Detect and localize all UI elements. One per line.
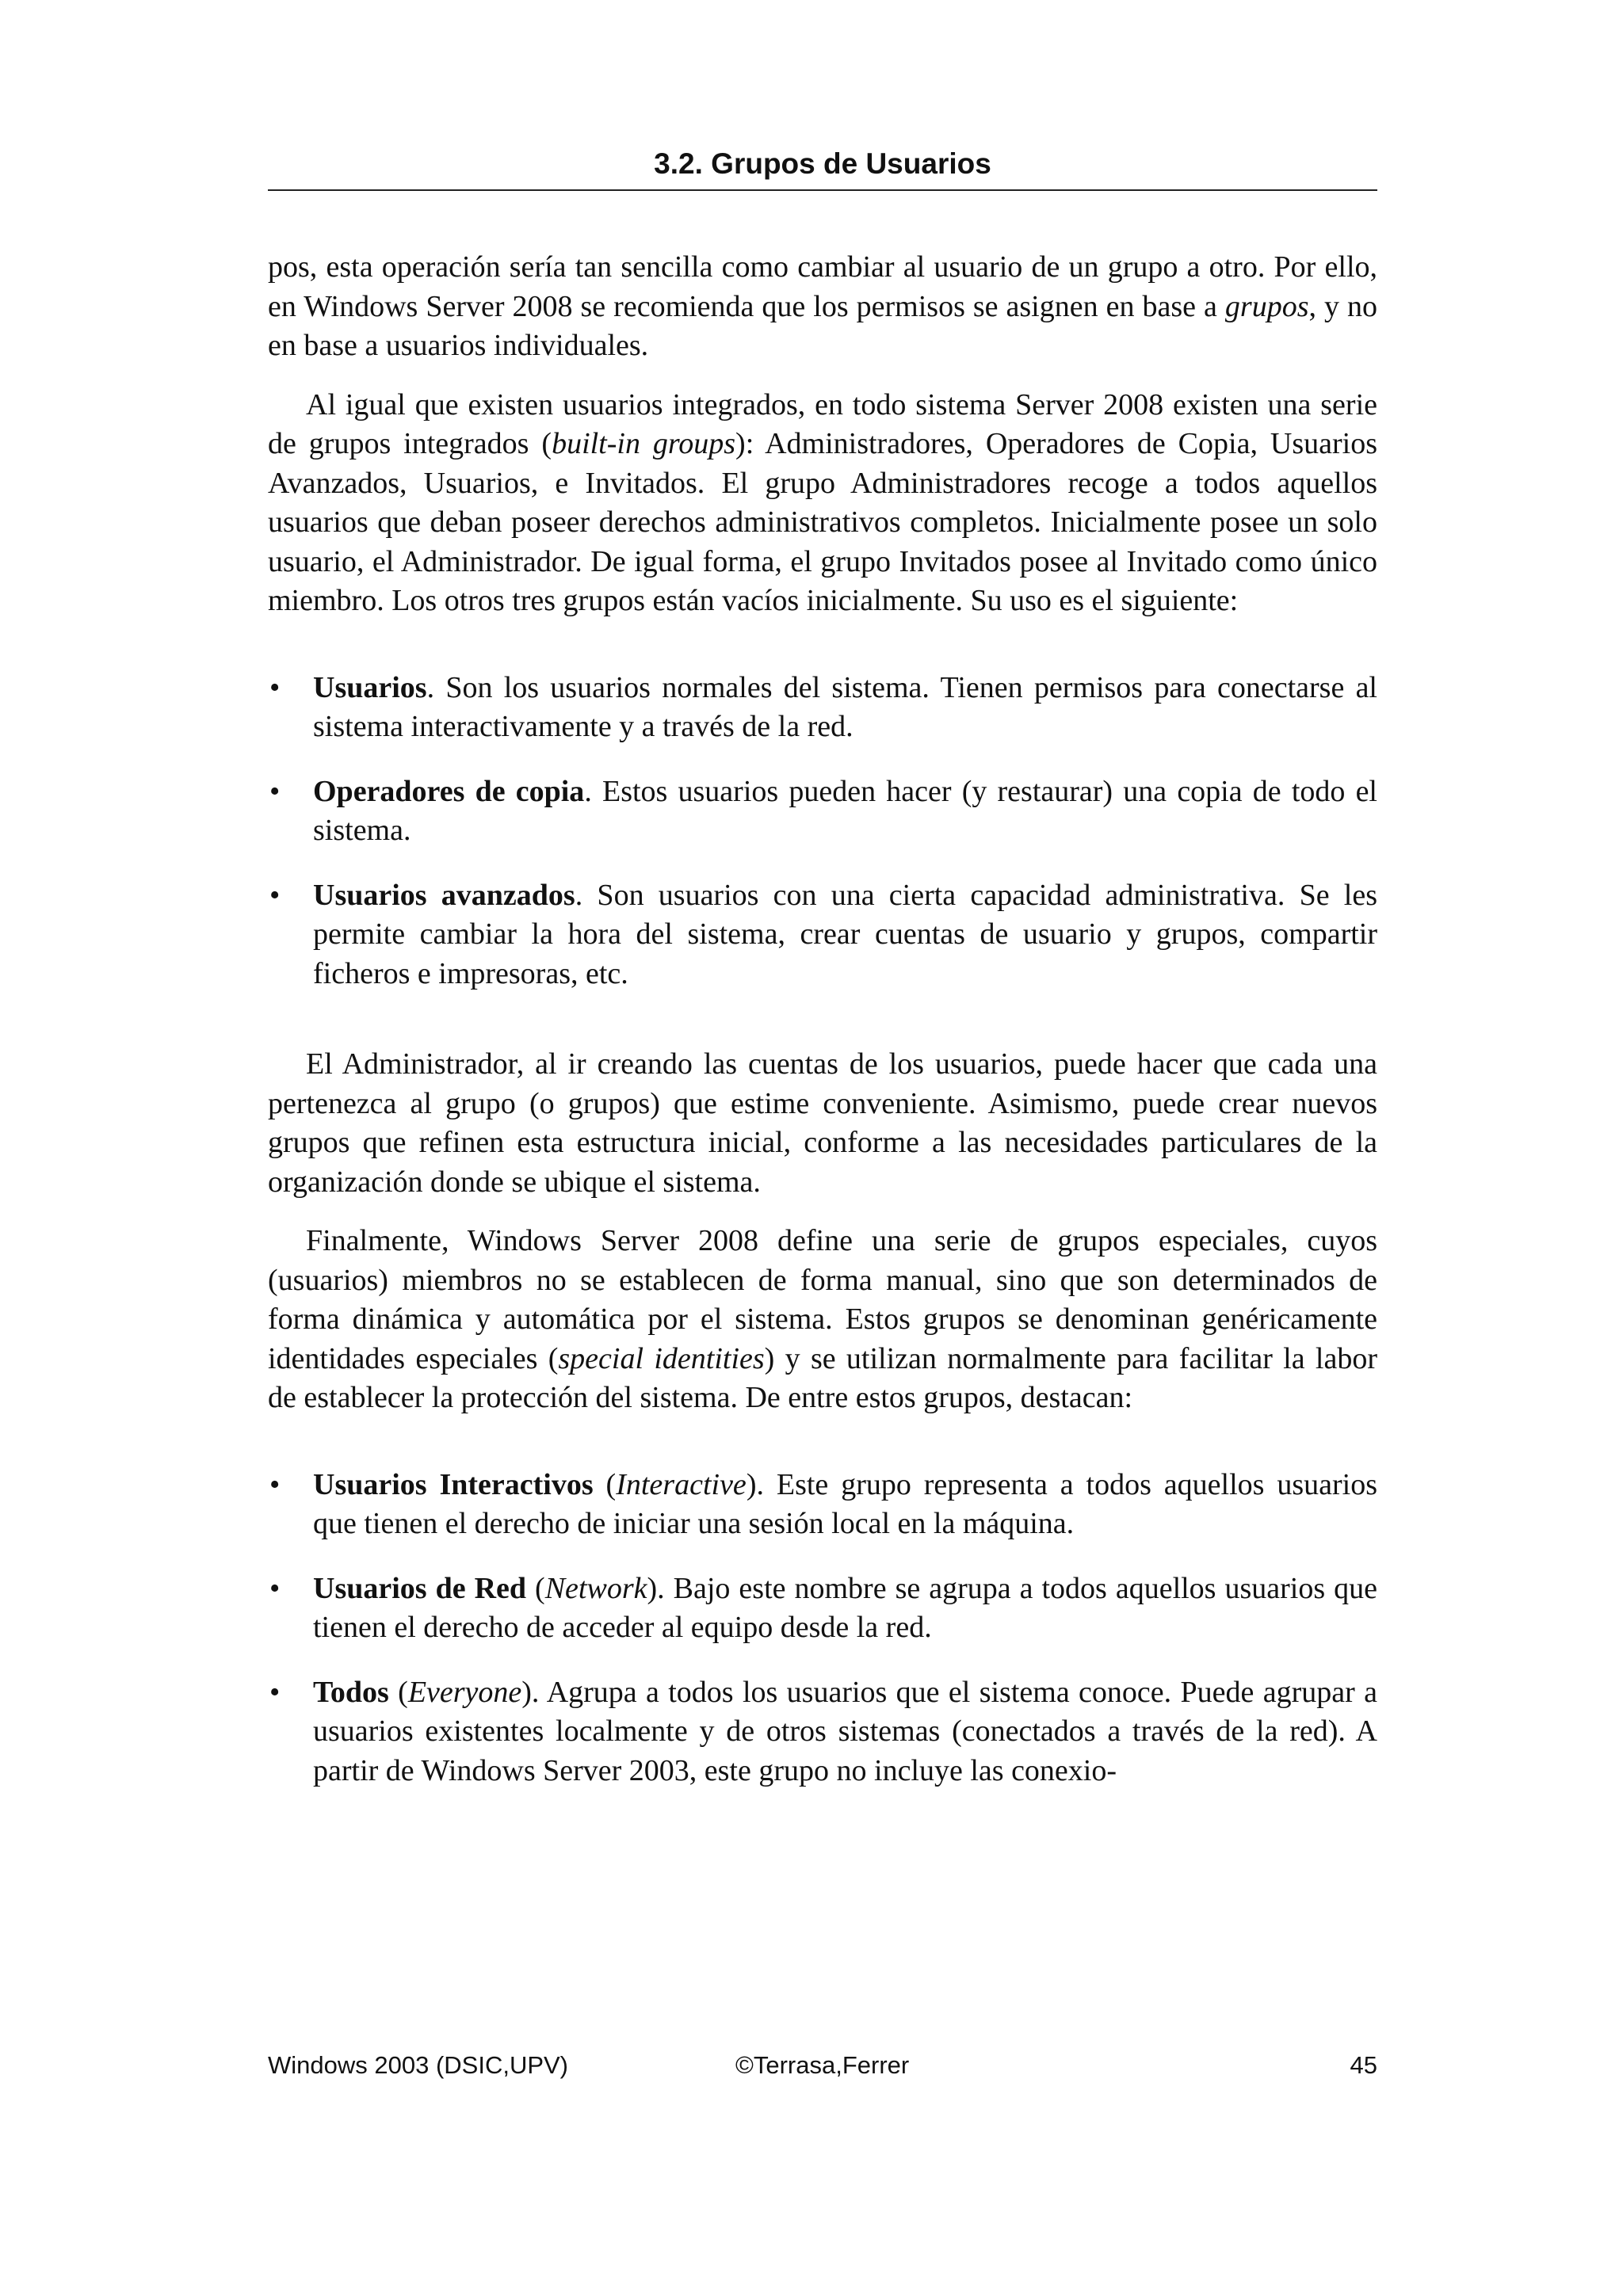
- list-term: Usuarios Interactivos: [313, 1467, 594, 1501]
- list-term: Usuarios: [313, 670, 427, 704]
- bullet-icon: •: [269, 878, 281, 912]
- header-rule: [268, 189, 1377, 191]
- page-number: 45: [1350, 2051, 1377, 2079]
- list-item: • Todos (Everyone). Agrupa a todos los usuarios que el sistema conoce. Puede agrupar a usuarios existentes localmente y de otros sistemas (conectados a través de la red). A partir de Windows Server 2003, este grupo no incluye las conexio-: [268, 1673, 1377, 1791]
- paragraph-1: pos, esta operación sería tan sencilla como cambiar al usuario de un grupo a otro. Por ello, en Windows Server 2008 se recomienda que los permisos se asignen en base a grupos, y no en base a usuarios individuales.: [268, 250, 1377, 362]
- special-identities-list: [268, 1466, 1377, 1791]
- list-term: Todos: [313, 1675, 389, 1709]
- list-term: Operadores de copia: [313, 774, 585, 808]
- emphasis: Network: [544, 1571, 647, 1605]
- list-term: Usuarios avanzados: [313, 878, 575, 912]
- emphasis: Interactive: [616, 1467, 747, 1501]
- bullet-icon: •: [269, 670, 281, 704]
- paragraph-2: Al igual que existen usuarios integrados, en todo sistema Server 2008 existen una serie de grupos integrados (built-in groups): Administradores, Operadores de Copia, Usuarios Avanzados, Usuarios, e Invitados. El grupo Administradores recoge a todos aquellos usuarios que deban poseer derechos administrativos completos. Inicialmente posee un solo usuario, el Administrador. De igual forma, el grupo Invitados posee al Invitado como único miembro. Los otros tres grupos están vacíos inicialmente. Su uso es el siguiente:: [268, 387, 1377, 617]
- section-header: 3.2. Grupos de Usuarios: [654, 147, 991, 180]
- list-item: • Usuarios. Son los usuarios normales del sistema. Tienen permisos para conectarse al sistema interactivamente y a través de la red.: [268, 669, 1377, 747]
- emphasis: built-in groups: [552, 427, 736, 460]
- body-text: [268, 248, 1377, 1842]
- list-item: • Usuarios avanzados. Son usuarios con una cierta capacidad administrativa. Se les permite cambiar la hora del sistema, crear cuentas de usuario y grupos, compartir ficheros e impresoras, etc.: [268, 876, 1377, 994]
- builtin-groups-list: [268, 669, 1377, 994]
- list-term: Usuarios de Red: [313, 1571, 527, 1605]
- paragraph-3: El Administrador, al ir creando las cuentas de los usuarios, puede hacer que cada una pertenezca al grupo (o grupos) que estime conveniente. Asimismo, puede crear nuevos grupos que refinen esta estructura inicial, conforme a las necesidades particulares de la organización donde se ubique el sistema.: [268, 1047, 1377, 1199]
- bullet-icon: •: [269, 1675, 281, 1709]
- footer-copyright: ©Terrasa,Ferrer: [735, 2051, 910, 2079]
- bullet-icon: •: [269, 1571, 281, 1605]
- emphasis: Everyone: [407, 1675, 522, 1709]
- emphasis: special identities: [558, 1341, 765, 1375]
- page-footer: [268, 2048, 1377, 2083]
- list-item: • Usuarios Interactivos (Interactive). Este grupo representa a todos aquellos usuarios que tienen el derecho de iniciar una sesión local en la máquina.: [268, 1466, 1377, 1544]
- list-item: • Operadores de copia. Estos usuarios pueden hacer (y restaurar) una copia de todo el sistema.: [268, 772, 1377, 851]
- bullet-icon: •: [269, 774, 281, 808]
- paragraph-4: Finalmente, Windows Server 2008 define una serie de grupos especiales, cuyos (usuarios) miembros no se establecen de forma manual, sino que son determinados de forma dinámica y automática por el sistema. Estos grupos se denominan genéricamente identidades especiales (special identities) y se utilizan normalmente para facilitar la labor de establecer la protección del sistema. De entre estos grupos, destacan:: [268, 1224, 1377, 1414]
- list-item: • Usuarios de Red (Network). Bajo este nombre se agrupa a todos aquellos usuarios que tienen el derecho de acceder al equipo desde la red.: [268, 1569, 1377, 1648]
- emphasis: grupos: [1224, 289, 1309, 323]
- bullet-icon: •: [269, 1467, 281, 1501]
- footer-course: Windows 2003 (DSIC,UPV): [268, 2051, 569, 2079]
